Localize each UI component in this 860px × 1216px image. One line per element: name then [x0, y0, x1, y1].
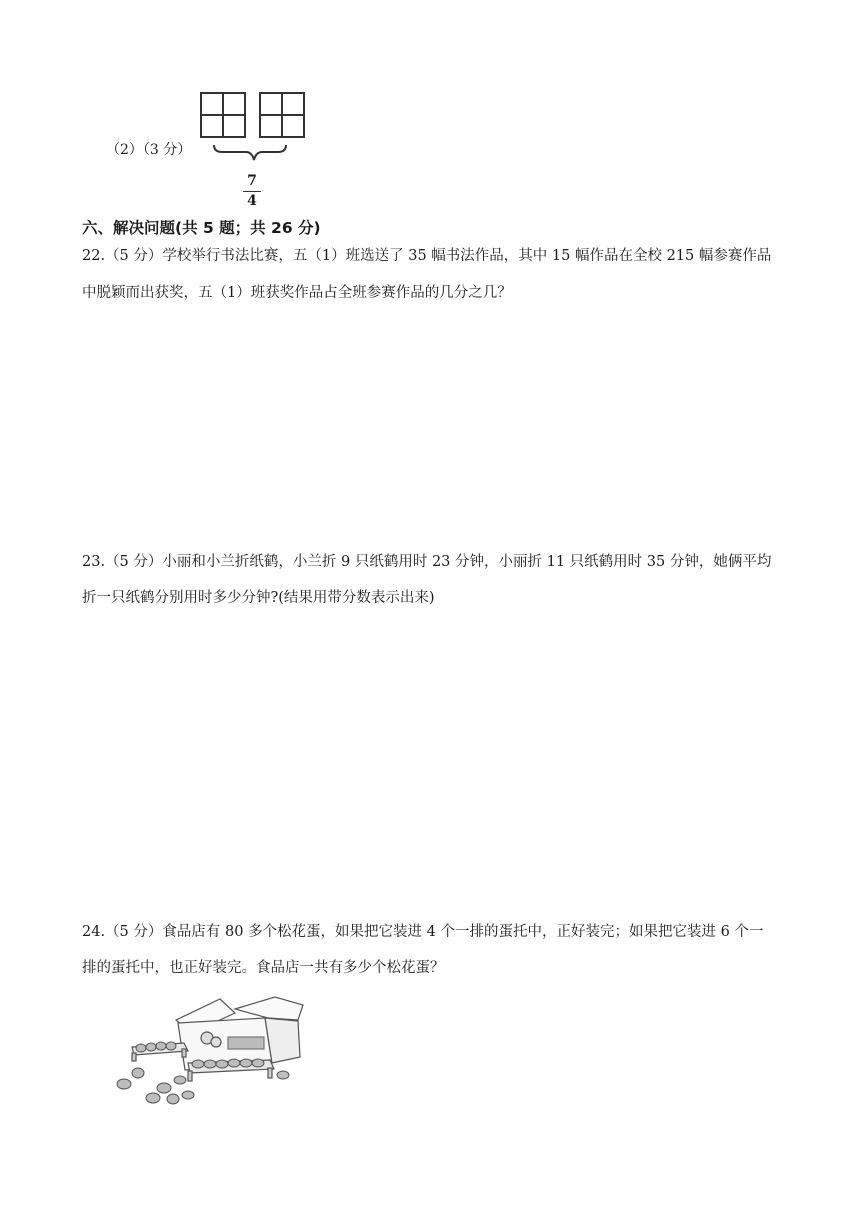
question-23-line2: 折一只纸鹤分别用时多少分钟?(结果用带分数表示出来) — [82, 590, 435, 606]
section-title: 六、解决问题(共 5 题；共 26 分) — [82, 219, 321, 237]
question-24-line2: 排的蛋托中，也正好装完。食品店一共有多少个松花蛋？ — [82, 960, 445, 976]
question-22-line1: 22.（5 分）学校举行书法比赛，五（1）班选送了 35 幅书法作品，其中 15 幅作品在全校 215 幅参赛作品 — [82, 248, 772, 264]
fraction-denominator: 4 — [247, 193, 257, 209]
egg-box-illustration — [110, 985, 310, 1110]
fraction-grid-diagram — [198, 90, 310, 170]
question-22-line2: 中脱颖而出获奖，五（1）班获奖作品占全班参赛作品的几分之几？ — [82, 285, 512, 301]
curly-brace — [214, 145, 286, 160]
question-part-label: （2）（3 分） — [106, 142, 192, 158]
fraction-numerator: 7 — [247, 173, 257, 189]
grid-square-left — [201, 93, 245, 137]
fraction-bar — [243, 191, 261, 192]
grid-square-right — [260, 93, 304, 137]
question-24-line1: 24.（5 分）食品店有 80 多个松花蛋，如果把它装进 4 个一排的蛋托中，正好装完；如果把它装进 6 个一 — [82, 924, 764, 940]
question-23-line1: 23.（5 分）小丽和小兰折纸鹤，小兰折 9 只纸鹤用时 23 分钟，小丽折 11 只纸鹤用时 35 分钟，她俩平均 — [82, 554, 772, 570]
fraction-seven-fourths — [240, 174, 264, 209]
